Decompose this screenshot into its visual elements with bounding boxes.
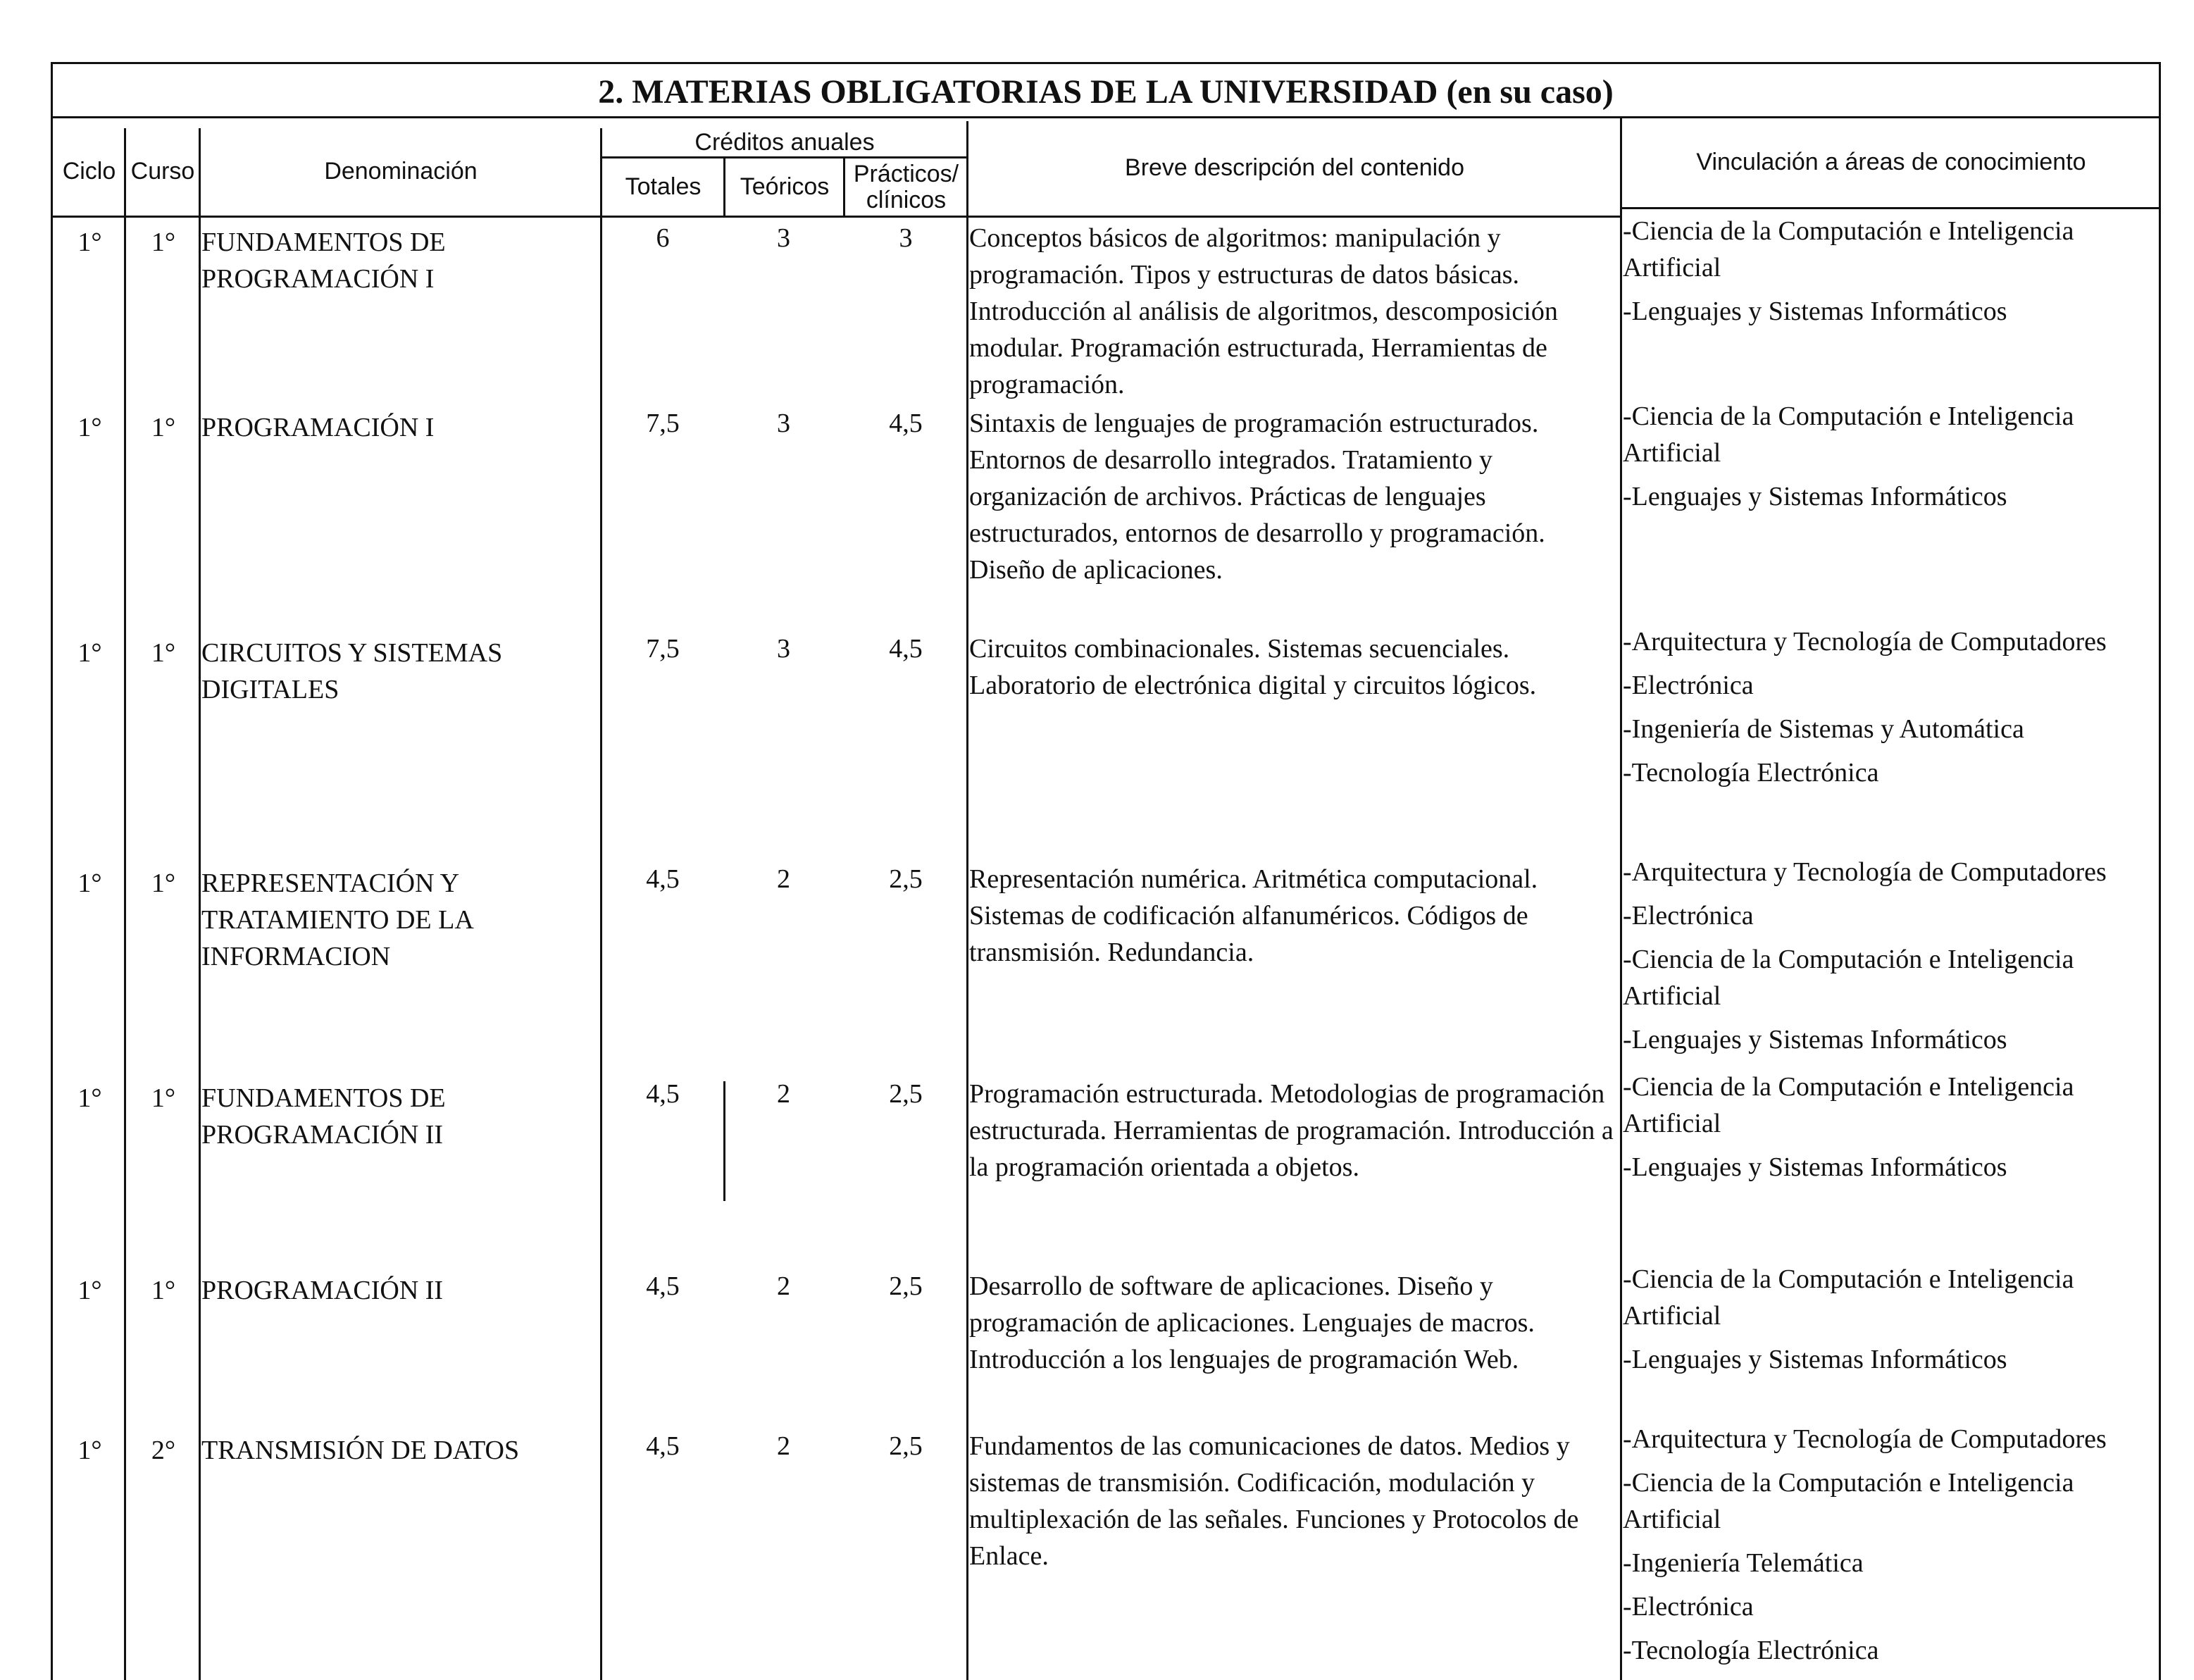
cell-ciclo: 1° xyxy=(77,413,102,442)
cell-practicos: 2,5 xyxy=(889,1079,923,1109)
header-ciclo: Ciclo xyxy=(62,158,116,185)
header-totales: Totales xyxy=(625,173,702,201)
cell-denominacion: PROGRAMACIÓN I xyxy=(201,413,435,442)
header-descripcion: Breve descripción del contenido xyxy=(1125,154,1464,182)
area-item: -Arquitectura y Tecnología de Computadores xyxy=(1623,857,2107,887)
area-item: -Ingeniería Telemática xyxy=(1623,1548,1864,1578)
cell-ciclo: 1° xyxy=(77,228,102,257)
area-item: -Ciencia de la Computación e Inteligencia Artificial xyxy=(1623,1264,2074,1331)
cell-practicos: 2,5 xyxy=(889,1271,923,1301)
cell-vinculacion xyxy=(1623,213,2158,337)
header-creditos-anuales: Créditos anuales xyxy=(694,129,875,156)
cell-descripcion: Circuitos combinacionales. Sistemas secuenciales. Laboratorio de electrónica digital y circuitos lógicos. xyxy=(969,634,1537,700)
cell-teoricos: 2 xyxy=(777,1431,790,1461)
cell-descripcion: Fundamentos de las comunicaciones de datos. Medios y sistemas de transmisión. Codificación, modulación y multiplexación de las señales. Funciones y Protocolos de Enlace. xyxy=(969,1431,1579,1571)
area-item: -Arquitectura y Tecnología de Computadores xyxy=(1623,1424,2107,1454)
header-rule-left xyxy=(51,216,1621,218)
cell-curso: 1° xyxy=(151,1083,176,1113)
cell-totales: 6 xyxy=(656,223,670,253)
cell-ciclo: 1° xyxy=(77,869,102,898)
cell-practicos: 4,5 xyxy=(889,409,923,438)
header-curso: Curso xyxy=(130,158,195,185)
cell-ciclo: 1° xyxy=(77,1436,102,1465)
cell-teoricos: 2 xyxy=(777,864,790,894)
cell-curso: 1° xyxy=(151,869,176,898)
area-item: -Ciencia de la Computación e Inteligencia Artificial xyxy=(1623,945,2074,1011)
title-rule xyxy=(51,116,2161,118)
area-item: -Tecnología Electrónica xyxy=(1623,1636,1879,1665)
area-item: -Ciencia de la Computación e Inteligencia Artificial xyxy=(1623,216,2074,282)
area-item: -Tecnología Electrónica xyxy=(1623,758,1879,788)
header-rule-right xyxy=(1621,207,2161,209)
cell-denominacion: REPRESENTACIÓN Y TRATAMIENTO DE LA INFORMACION xyxy=(201,869,473,971)
cell-teoricos: 2 xyxy=(777,1271,790,1301)
cell-curso: 1° xyxy=(151,638,176,668)
cell-denominacion: TRANSMISIÓN DE DATOS xyxy=(201,1436,520,1465)
cell-vinculacion xyxy=(1623,1069,2158,1193)
cell-ciclo: 1° xyxy=(77,1083,102,1113)
cell-practicos: 3 xyxy=(899,223,913,253)
cell-vinculacion xyxy=(1623,398,2158,522)
cell-curso: 1° xyxy=(151,413,176,442)
header-teoricos: Teóricos xyxy=(740,173,830,201)
area-item: -Lenguajes y Sistemas Informáticos xyxy=(1623,297,2007,326)
cell-practicos: 2,5 xyxy=(889,1431,923,1461)
cell-totales: 4,5 xyxy=(646,864,680,894)
cell-descripcion: Programación estructurada. Metodologias de programación estructurada. Herramientas de programación. Introducción a la programación orientada a objetos. xyxy=(969,1079,1614,1182)
cell-totales: 4,5 xyxy=(646,1431,680,1461)
cell-teoricos: 2 xyxy=(777,1079,790,1109)
cell-totales: 4,5 xyxy=(646,1079,680,1109)
table-title: 2. MATERIAS OBLIGATORIAS DE LA UNIVERSIDAD (en su caso) xyxy=(598,73,1614,111)
cell-descripcion: Representación numérica. Aritmética computacional. Sistemas de codificación alfanuméricos. Códigos de transmisión. Redundancia. xyxy=(969,864,1538,967)
header-vinculacion: Vinculación a áreas de conocimiento xyxy=(1696,149,2086,176)
cell-ciclo: 1° xyxy=(77,638,102,668)
cell-teoricos: 3 xyxy=(777,223,790,253)
area-item: -Arquitectura y Tecnología de Computadores xyxy=(1623,627,2107,657)
cell-curso: 1° xyxy=(151,1276,176,1305)
cell-vinculacion xyxy=(1623,1421,2158,1676)
area-item: -Ingeniería de Sistemas y Automática xyxy=(1623,714,2024,744)
header-denominacion: Denominación xyxy=(324,158,478,185)
col-line-curso xyxy=(199,128,201,1680)
area-item: -Electrónica xyxy=(1623,901,1754,931)
cell-practicos: 2,5 xyxy=(889,864,923,894)
cell-denominacion: CIRCUITOS Y SISTEMAS DIGITALES xyxy=(201,638,503,704)
area-item: -Lenguajes y Sistemas Informáticos xyxy=(1623,1152,2007,1182)
cell-practicos: 4,5 xyxy=(889,634,923,664)
cell-curso: 2° xyxy=(151,1436,176,1465)
cell-vinculacion xyxy=(1623,1261,2158,1385)
col-line-descripcion xyxy=(1620,116,1622,1680)
cell-vinculacion xyxy=(1623,854,2158,1065)
header-practicos: Prácticos/ clínicos xyxy=(853,160,959,213)
cell-ciclo: 1° xyxy=(77,1276,102,1305)
cell-totales: 4,5 xyxy=(646,1271,680,1301)
col-line-practicos xyxy=(966,121,968,1680)
area-item: -Lenguajes y Sistemas Informáticos xyxy=(1623,482,2007,511)
cell-descripcion: Sintaxis de lenguajes de programación estructurados. Entornos de desarrollo integrados. Tratamiento y organización de archivos. Prácticas de lenguajes estructurados, entornos de desarrollo y programación. Diseño de aplicaciones. xyxy=(969,409,1545,585)
cell-descripcion: Desarrollo de software de aplicaciones. Diseño y programación de aplicaciones. Lenguajes de macros. Introducción a los lenguajes de programación Web. xyxy=(969,1271,1535,1374)
area-item: -Ciencia de la Computación e Inteligencia Artificial xyxy=(1623,1468,2074,1534)
area-item: -Ciencia de la Computación e Inteligencia Artificial xyxy=(1623,1072,2074,1138)
area-item: -Lenguajes y Sistemas Informáticos xyxy=(1623,1025,2007,1054)
cell-descripcion: Conceptos básicos de algoritmos: manipulación y programación. Tipos y estructuras de datos básicas. Introducción al análisis de algoritmos, descomposición modular. Programación estructurada, Herramientas de programación. xyxy=(969,223,1558,399)
area-item: -Electrónica xyxy=(1623,671,1754,700)
col-line-ciclo xyxy=(124,128,126,1680)
area-item: -Electrónica xyxy=(1623,1592,1754,1622)
cell-totales: 7,5 xyxy=(646,409,680,438)
cell-teoricos: 3 xyxy=(777,409,790,438)
cell-vinculacion xyxy=(1623,623,2158,798)
creditos-rule xyxy=(602,156,968,158)
area-item: -Ciencia de la Computación e Inteligencia Artificial xyxy=(1623,402,2074,468)
area-item: -Lenguajes y Sistemas Informáticos xyxy=(1623,1345,2007,1374)
cell-denominacion: FUNDAMENTOS DE PROGRAMACIÓN I xyxy=(201,228,446,294)
cell-denominacion: FUNDAMENTOS DE PROGRAMACIÓN II xyxy=(201,1083,446,1150)
cell-totales: 7,5 xyxy=(646,634,680,664)
col-line-teoricos xyxy=(843,158,845,216)
col-line-denominacion xyxy=(600,128,602,1680)
cell-teoricos: 3 xyxy=(777,634,790,664)
cell-denominacion: PROGRAMACIÓN II xyxy=(201,1276,444,1305)
cell-curso: 1° xyxy=(151,228,176,257)
col-line-totales xyxy=(723,158,725,216)
